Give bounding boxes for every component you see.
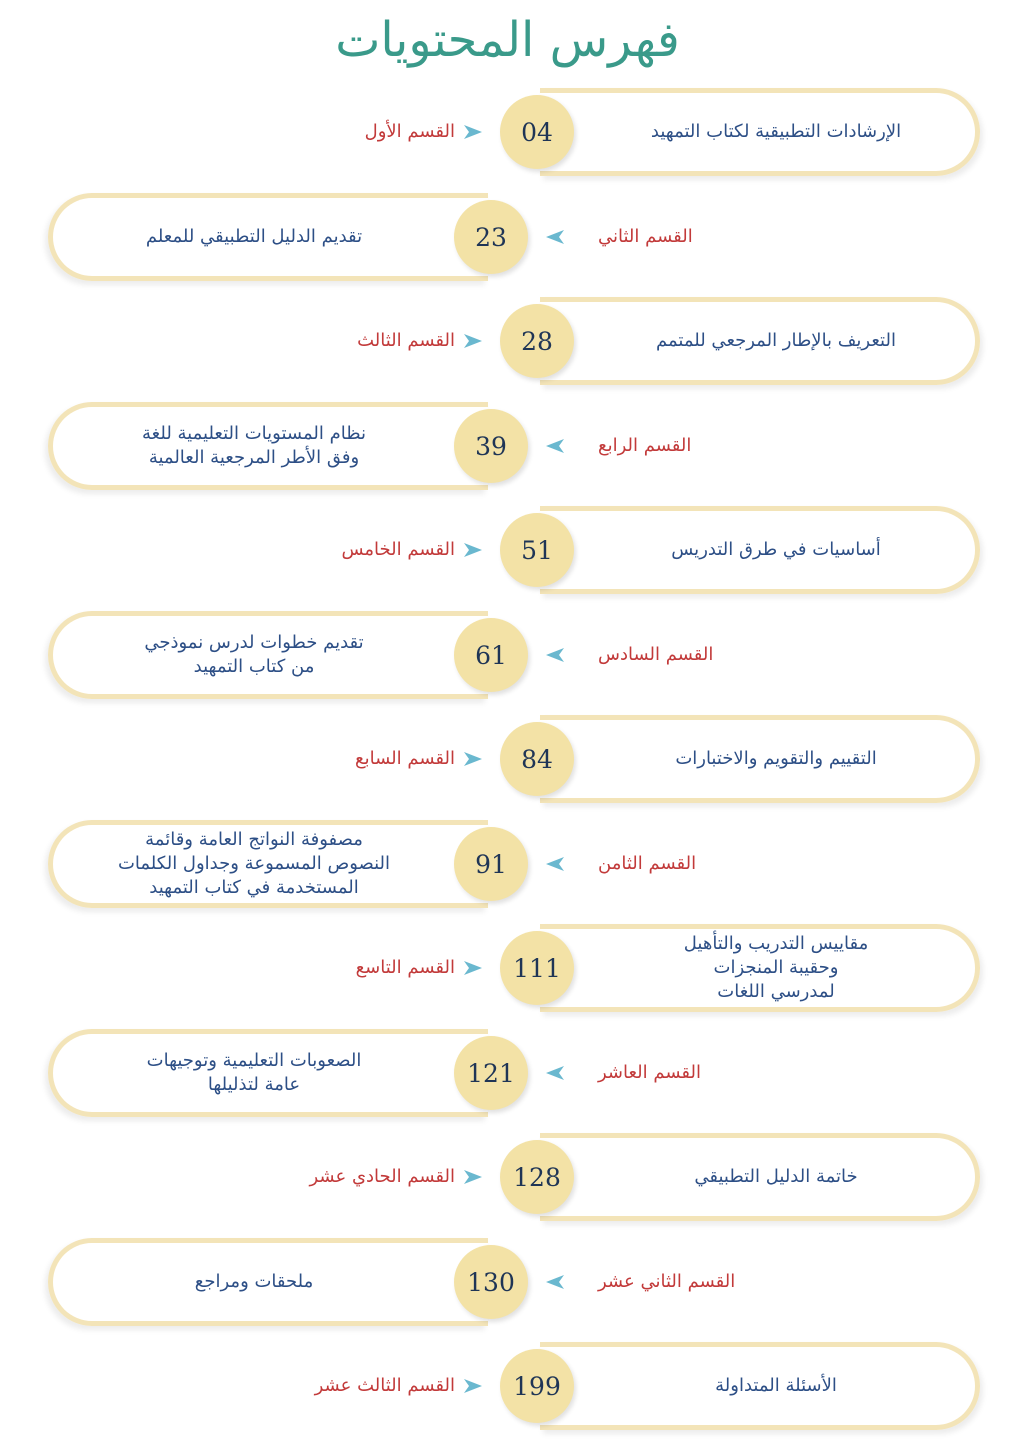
toc-topic-line: نظام المستويات التعليمية للغة bbox=[142, 423, 366, 444]
arrow-right-icon bbox=[462, 541, 484, 559]
section-label: القسم الثالث bbox=[357, 330, 455, 351]
page-number-badge: 111 bbox=[500, 931, 574, 1005]
toc-topic bbox=[74, 1033, 434, 1113]
toc-topic-line: من كتاب التمهيد bbox=[193, 656, 315, 677]
toc-row[interactable] bbox=[0, 193, 1015, 293]
toc-topic bbox=[596, 928, 956, 1008]
toc-topic-line: وحقيبة المنجزات bbox=[713, 957, 839, 978]
section-label: القسم الثامن bbox=[598, 853, 697, 874]
toc-topic-line: مقاييس التدريب والتأهيل bbox=[683, 933, 869, 954]
toc-topic-line: تقديم الدليل التطبيقي للمعلم bbox=[145, 226, 363, 247]
toc-topic bbox=[596, 719, 956, 799]
toc-topic-line: النصوص المسموعة وجداول الكلمات bbox=[117, 853, 391, 874]
arrow-right-icon bbox=[462, 1377, 484, 1395]
arrow-right-icon bbox=[462, 959, 484, 977]
section-label: القسم الثاني عشر bbox=[598, 1271, 736, 1292]
toc-topic-line: مصفوفة النواتج العامة وقائمة bbox=[145, 829, 363, 850]
toc-topic bbox=[74, 615, 434, 695]
arrow-left-icon bbox=[544, 228, 566, 246]
toc-topic bbox=[74, 406, 434, 486]
toc-topic-line: ملحقات ومراجع bbox=[194, 1271, 314, 1292]
toc-row[interactable] bbox=[0, 1029, 1015, 1129]
section-label: القسم السادس bbox=[598, 644, 714, 665]
toc-topic bbox=[596, 1346, 956, 1426]
toc-topic-line: الأسئلة المتداولة bbox=[715, 1375, 837, 1396]
page-number-badge: 51 bbox=[500, 513, 574, 587]
toc-topic-line: تقديم خطوات لدرس نموذجي bbox=[144, 632, 364, 653]
page-number-badge: 23 bbox=[454, 200, 528, 274]
toc-topic-line: خاتمة الدليل التطبيقي bbox=[694, 1166, 858, 1187]
page-number-badge: 128 bbox=[500, 1140, 574, 1214]
page-number-badge: 84 bbox=[500, 722, 574, 796]
section-label: القسم الرابع bbox=[598, 435, 692, 456]
toc-row[interactable] bbox=[0, 611, 1015, 711]
toc-topic bbox=[596, 92, 956, 172]
page-number-badge: 91 bbox=[454, 827, 528, 901]
toc-topic-line: التعريف بالإطار المرجعي للمتمم bbox=[656, 330, 896, 351]
toc-row[interactable] bbox=[0, 715, 1015, 815]
arrow-left-icon bbox=[544, 646, 566, 664]
arrow-right-icon bbox=[462, 332, 484, 350]
toc-topic-line: الإرشادات التطبيقية لكتاب التمهيد bbox=[650, 121, 902, 142]
toc-topic-line: المستخدمة في كتاب التمهيد bbox=[149, 877, 359, 898]
toc-row[interactable] bbox=[0, 1133, 1015, 1233]
page-number-badge: 121 bbox=[454, 1036, 528, 1110]
section-label: القسم التاسع bbox=[355, 957, 455, 978]
toc-topic bbox=[596, 301, 956, 381]
page-number-badge: 39 bbox=[454, 409, 528, 483]
toc-row[interactable] bbox=[0, 820, 1015, 920]
toc-topic-line: عامة لتذليلها bbox=[207, 1074, 301, 1095]
toc-topic-line: أساسيات في طرق التدريس bbox=[671, 539, 881, 560]
section-label: القسم الحادي عشر bbox=[309, 1166, 455, 1187]
toc-row[interactable] bbox=[0, 1238, 1015, 1338]
toc-topic bbox=[596, 1137, 956, 1217]
section-label: القسم الأول bbox=[364, 121, 455, 142]
toc-row[interactable] bbox=[0, 297, 1015, 397]
arrow-left-icon bbox=[544, 437, 566, 455]
arrow-left-icon bbox=[544, 1273, 566, 1291]
section-label: القسم الخامس bbox=[341, 539, 455, 560]
toc-row[interactable] bbox=[0, 506, 1015, 606]
section-label: القسم الثاني bbox=[598, 226, 693, 247]
page-title: فهرس المحتويات bbox=[335, 12, 680, 68]
toc-topic bbox=[74, 1242, 434, 1322]
section-label: القسم الثالث عشر bbox=[314, 1375, 455, 1396]
arrow-right-icon bbox=[462, 123, 484, 141]
arrow-right-icon bbox=[462, 750, 484, 768]
page-number-badge: 28 bbox=[500, 304, 574, 378]
toc-row[interactable] bbox=[0, 924, 1015, 1024]
toc-topic-line: الصعوبات التعليمية وتوجيهات bbox=[146, 1050, 362, 1071]
page-number-badge: 04 bbox=[500, 95, 574, 169]
page-number-badge: 199 bbox=[500, 1349, 574, 1423]
toc-row[interactable] bbox=[0, 402, 1015, 502]
section-label: القسم السابع bbox=[355, 748, 455, 769]
toc-row[interactable] bbox=[0, 88, 1015, 188]
section-label: القسم العاشر bbox=[598, 1062, 702, 1083]
toc-topic-line: التقييم والتقويم والاختبارات bbox=[675, 748, 877, 769]
toc-topic-line: وفق الأطر المرجعية العالمية bbox=[148, 447, 360, 468]
toc-topic bbox=[74, 824, 434, 904]
arrow-left-icon bbox=[544, 855, 566, 873]
arrow-left-icon bbox=[544, 1064, 566, 1082]
page-number-badge: 61 bbox=[454, 618, 528, 692]
arrow-right-icon bbox=[462, 1168, 484, 1186]
page-number-badge: 130 bbox=[454, 1245, 528, 1319]
toc-topic bbox=[74, 197, 434, 277]
toc-row[interactable] bbox=[0, 1342, 1015, 1442]
toc-topic bbox=[596, 510, 956, 590]
toc-topic-line: لمدرسي اللغات bbox=[717, 981, 835, 1002]
